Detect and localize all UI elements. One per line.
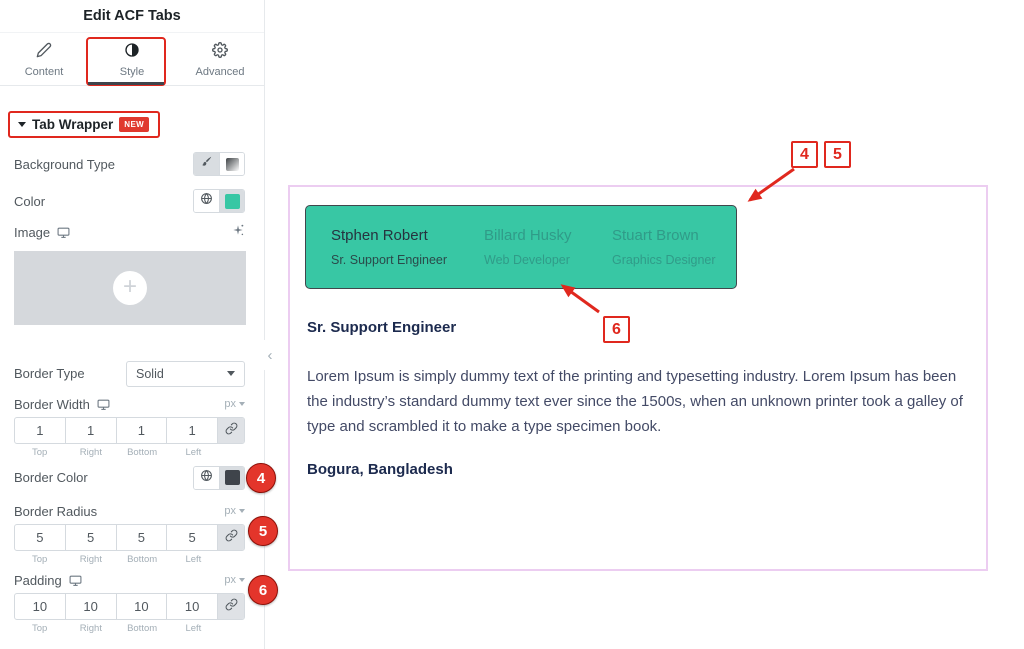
image-label-text: Image (14, 224, 51, 240)
dim-top-label: Top (31, 623, 48, 634)
border-color-swatch-button[interactable] (219, 467, 244, 489)
acf-tabs-wrapper (305, 205, 737, 289)
image-label (14, 225, 70, 240)
caret-down-icon (239, 402, 245, 406)
border-radius-top-input[interactable] (15, 525, 65, 550)
panel-title: Edit ACF Tabs (0, 0, 264, 33)
new-badge: NEW (119, 117, 149, 132)
padding-bottom-cell (117, 594, 168, 619)
link-icon (225, 422, 238, 440)
border-type-value: Solid (136, 366, 164, 381)
link-icon (225, 529, 238, 547)
border-radius-unit-select[interactable] (224, 505, 245, 517)
dynamic-tags-icon[interactable] (231, 223, 245, 242)
border-type-select[interactable] (126, 361, 245, 387)
classic-background-button[interactable] (194, 153, 219, 175)
dim-top-label: Top (31, 554, 48, 565)
border-width-unit-select[interactable] (224, 398, 245, 410)
padding-top-cell (15, 594, 66, 619)
tab-person-role: Sr. Support Engineer (331, 253, 448, 267)
active-tab-indicator (88, 82, 164, 85)
border-radius-left-cell (167, 525, 218, 550)
border-radius-right-cell (66, 525, 117, 550)
unit-label: px (224, 398, 236, 410)
chevron-down-icon (18, 122, 26, 127)
tab-style-label: Style (119, 65, 145, 78)
callout-circle-5: 5 (248, 516, 278, 546)
border-radius-dim-labels (14, 554, 219, 565)
padding-left-cell (167, 594, 218, 619)
half-circle-icon (124, 42, 140, 61)
caret-down-icon (227, 371, 235, 376)
padding-right-cell (66, 594, 117, 619)
border-width-right-cell (66, 418, 117, 443)
image-upload-placeholder[interactable] (14, 251, 246, 325)
border-radius-label: Border Radius (14, 503, 98, 519)
border-radius-top-cell (15, 525, 66, 550)
border-radius-bottom-input[interactable] (117, 525, 167, 550)
border-width-left-input[interactable] (167, 418, 217, 443)
brush-icon (200, 155, 213, 173)
elementor-settings-panel (0, 0, 265, 649)
padding-left-input[interactable] (167, 594, 217, 619)
border-width-right-input[interactable] (66, 418, 116, 443)
padding-dim-labels (14, 623, 219, 634)
background-type-label: Background Type (14, 156, 115, 172)
border-radius-label-row (14, 502, 245, 520)
dim-bottom-label: Bottom (127, 623, 158, 634)
callout-box-6: 6 (603, 316, 630, 343)
dim-right-label: Right (79, 623, 102, 634)
padding-top-input[interactable] (15, 594, 65, 619)
padding-label (14, 573, 82, 588)
border-width-bottom-cell (117, 418, 168, 443)
teal-color-swatch (225, 194, 240, 209)
tab-person-role: Graphics Designer (612, 253, 716, 267)
tab-person-role: Web Developer (484, 253, 570, 267)
border-width-inputs (14, 417, 245, 444)
border-width-top-cell (15, 418, 66, 443)
padding-bottom-input[interactable] (117, 594, 167, 619)
dim-top-label: Top (31, 447, 48, 458)
padding-label-text: Padding (14, 572, 62, 588)
gradient-background-button[interactable] (219, 153, 244, 175)
pencil-icon (36, 42, 52, 61)
tab-person-name: Stphen Robert (331, 227, 428, 244)
border-width-dim-labels (14, 447, 219, 458)
callout-box-5: 5 (824, 141, 851, 168)
dim-right-label: Right (79, 554, 102, 565)
tab-person-name: Billard Husky (484, 227, 572, 244)
tab-advanced[interactable] (176, 34, 264, 85)
tab-content-body: Lorem Ipsum is simply dummy text of the printing and typesetting industry. Lorem Ipsum has been the industry’s standard dummy text ever since the 1500s, when an unknown printer took a galley of type and scrambled it to make a type specimen book. (307, 368, 963, 435)
border-width-top-input[interactable] (15, 418, 65, 443)
preview-tab-3[interactable] (612, 227, 716, 267)
globe-icon (200, 469, 213, 487)
tab-advanced-label: Advanced (195, 65, 245, 78)
tab-content-footer: Bogura, Bangladesh (307, 461, 453, 478)
color-picker-group (193, 189, 245, 213)
section-tab-wrapper[interactable] (8, 111, 160, 138)
link-values-button[interactable] (218, 525, 244, 550)
link-icon (225, 598, 238, 616)
border-radius-bottom-cell (117, 525, 168, 550)
preview-tab-2[interactable] (484, 227, 572, 267)
gear-icon (212, 42, 228, 61)
tab-style[interactable] (88, 34, 176, 85)
dark-color-swatch (225, 470, 240, 485)
padding-right-input[interactable] (66, 594, 116, 619)
callout-circle-4: 4 (246, 463, 276, 493)
monitor-icon[interactable] (69, 574, 82, 587)
monitor-icon[interactable] (57, 226, 70, 239)
background-type-row (14, 152, 245, 176)
tab-content-label: Content (24, 65, 64, 78)
border-width-label-row (14, 395, 245, 413)
plus-icon (113, 271, 147, 305)
dim-left-label: Left (185, 447, 202, 458)
color-swatch-button[interactable] (219, 190, 244, 212)
border-radius-inputs (14, 524, 245, 551)
unit-label: px (224, 505, 236, 517)
border-width-label (14, 397, 110, 412)
padding-label-row (14, 571, 245, 589)
caret-down-icon (239, 578, 245, 582)
unit-label: px (224, 574, 236, 586)
link-values-button[interactable] (218, 594, 244, 619)
padding-unit-select[interactable] (224, 574, 245, 586)
tab-content[interactable] (0, 34, 88, 85)
global-color-button[interactable] (194, 190, 219, 212)
gradient-icon (226, 158, 239, 171)
globe-icon (200, 192, 213, 210)
panel-collapse-handle[interactable]: ‹ (262, 340, 278, 370)
border-width-bottom-input[interactable] (117, 418, 167, 443)
dim-left-label: Left (185, 554, 202, 565)
border-width-left-cell (167, 418, 218, 443)
color-label: Color (14, 193, 46, 209)
image-row (14, 221, 245, 243)
color-row (14, 189, 245, 213)
panel-tab-bar (0, 34, 264, 86)
border-color-row (14, 464, 245, 491)
border-type-label: Border Type (14, 366, 85, 381)
border-color-picker-group (193, 466, 245, 490)
dim-right-label: Right (79, 447, 102, 458)
preview-tab-1[interactable] (331, 227, 447, 267)
border-width-label-text: Border Width (14, 396, 90, 412)
border-radius-right-input[interactable] (66, 525, 116, 550)
dim-left-label: Left (185, 623, 202, 634)
tab-content-heading: Sr. Support Engineer (307, 319, 457, 336)
callout-circle-6: 6 (248, 575, 278, 605)
tab-person-name: Stuart Brown (612, 227, 699, 244)
border-type-row (14, 360, 245, 387)
section-title: Tab Wrapper (32, 117, 114, 132)
caret-down-icon (239, 509, 245, 513)
monitor-icon[interactable] (97, 398, 110, 411)
padding-inputs (14, 593, 245, 620)
callout-box-4: 4 (791, 141, 818, 168)
border-radius-left-input[interactable] (167, 525, 217, 550)
dim-bottom-label: Bottom (127, 554, 158, 565)
border-color-label: Border Color (14, 470, 88, 485)
link-values-button[interactable] (218, 418, 244, 443)
background-type-switcher (193, 152, 245, 176)
dim-bottom-label: Bottom (127, 447, 158, 458)
global-color-button[interactable] (194, 467, 219, 489)
